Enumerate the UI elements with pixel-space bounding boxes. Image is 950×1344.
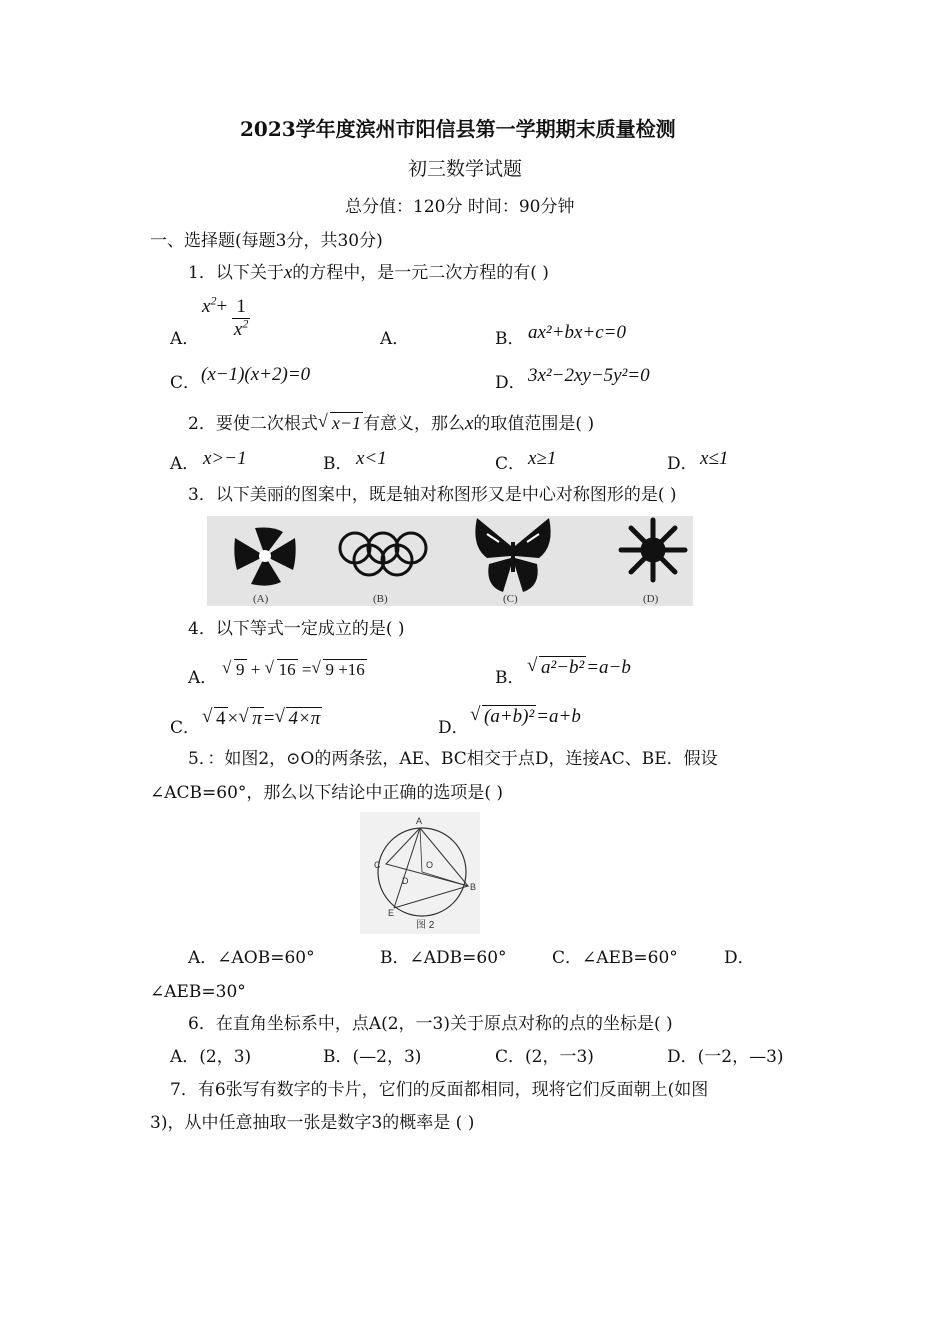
q6-option-a: A．(2，3) — [170, 1047, 252, 1067]
fig-label-d: D — [402, 876, 409, 886]
q2-option-a: x>−1 — [203, 448, 247, 469]
q6-option-b: B．(—2，3) — [323, 1047, 422, 1067]
q2-option-c-label: C． — [495, 454, 526, 474]
q1-option-a-label: A． — [170, 329, 200, 349]
q1-option-b-expr: ax²+bx+c=0 — [528, 322, 626, 343]
q4-option-a-expr: √ 9 + √ 16 =√ 9 +16 — [222, 659, 367, 681]
fig-label-o: O — [426, 860, 434, 870]
q2-option-b-label: B． — [323, 454, 353, 474]
exam-subtitle: 初三数学试题 — [408, 158, 523, 180]
q3-figure — [207, 516, 693, 606]
q2-option-d-label: D． — [667, 454, 698, 474]
fig-caption: 图 2 — [416, 920, 435, 931]
q4-option-d-expr: √ (a+b)² =a+b — [470, 706, 581, 728]
pattern-butterfly-icon — [475, 518, 550, 592]
exam-info: 总分值：120分 时间：90分钟 — [345, 197, 575, 217]
q1-option-d-label: D． — [495, 373, 526, 393]
q1-option-a2-label: A． — [380, 329, 410, 349]
q1-option-c-expr: (x−1)(x+2)=0 — [201, 364, 311, 385]
q1-option-a-expr: $x^2+$ $\frac{1}{x^2}$ — [202, 293, 249, 340]
question-7-line2: 3)，从中任意抽取一张是数字3的概率是 ( ) — [150, 1113, 475, 1133]
q3-patterns — [207, 516, 693, 606]
question-4-stem: 4．以下等式一定成立的是( ) — [188, 619, 405, 639]
q2-option-a-label: A． — [170, 454, 200, 474]
q2-option-b: x<1 — [356, 448, 387, 469]
q6-option-d: D．(一2，—3) — [667, 1047, 784, 1067]
q5-figure — [360, 812, 480, 934]
question-5-line2: ∠ACB=60°，那么以下结论中正确的选项是( ) — [150, 783, 504, 803]
q3-caption-c: (C) — [503, 593, 518, 605]
q4-option-b-expr: √ a²−b² =a−b — [527, 657, 631, 679]
q4-option-c-label: C． — [170, 718, 201, 738]
question-1-stem: 1．以下关于x的方程中，是一元二次方程的有( ) — [188, 262, 549, 283]
q1-option-c-label: C． — [170, 373, 201, 393]
q5-option-d: ∠AEB=30° — [150, 982, 246, 1002]
q4-option-c-expr: √ 4 ×√ π =√ 4×π — [202, 708, 322, 730]
fig-label-c: C — [374, 860, 381, 870]
pattern-snowflake-icon — [621, 520, 685, 580]
question-2-stem: 2．要使二次根式√ x−1 有意义，那么x的取值范围是( ) — [188, 412, 594, 435]
fig-label-a: A — [416, 816, 423, 826]
pattern-fan-icon — [234, 528, 295, 586]
pattern-rings-icon — [340, 533, 426, 575]
q1-option-b-label: B． — [495, 329, 525, 349]
question-5-line1: 5．：如图2，⊙O的两条弦，AE、BC相交于点D，连接AC、BE．假设 — [188, 749, 718, 769]
q2-option-d: x≤1 — [700, 448, 729, 469]
q3-caption-b: (B) — [373, 593, 388, 605]
q4-option-d-label: D． — [438, 718, 469, 738]
q5-option-b: B．∠ADB=60° — [380, 948, 507, 968]
q5-option-a: A．∠AOB=60° — [188, 948, 315, 968]
section-heading: 一、选择题(每题3分，共30分) — [150, 231, 383, 251]
q4-option-b-label: B． — [495, 668, 525, 688]
q2-option-c: x≥1 — [528, 448, 557, 469]
fig-label-e: E — [388, 908, 395, 918]
question-3-stem: 3．以下美丽的图案中，既是轴对称图形又是中心对称图形的是( ) — [188, 485, 677, 505]
q5-option-c: C．∠AEB=60° — [552, 948, 678, 968]
circle-diagram — [360, 812, 480, 934]
q3-caption-d: (D) — [643, 593, 659, 605]
question-7-line1: 7．有6张写有数字的卡片，它们的反面都相同，现将它们反面朝上(如图 — [170, 1080, 709, 1100]
fig-label-b: B — [470, 882, 477, 892]
q6-option-c: C．(2，一3) — [495, 1047, 594, 1067]
q4-option-a-label: A． — [188, 668, 218, 688]
q3-caption-a: (A) — [253, 593, 269, 605]
q5-option-d-label: D． — [724, 948, 755, 968]
exam-title: 2023学年度滨州市阳信县第一学期期末质量检测 — [240, 117, 676, 141]
question-6-stem: 6．在直角坐标系中，点A(2，一3)关于原点对称的点的坐标是( ) — [188, 1014, 673, 1034]
q1-option-d-expr: 3x²−2xy−5y²=0 — [528, 365, 650, 386]
